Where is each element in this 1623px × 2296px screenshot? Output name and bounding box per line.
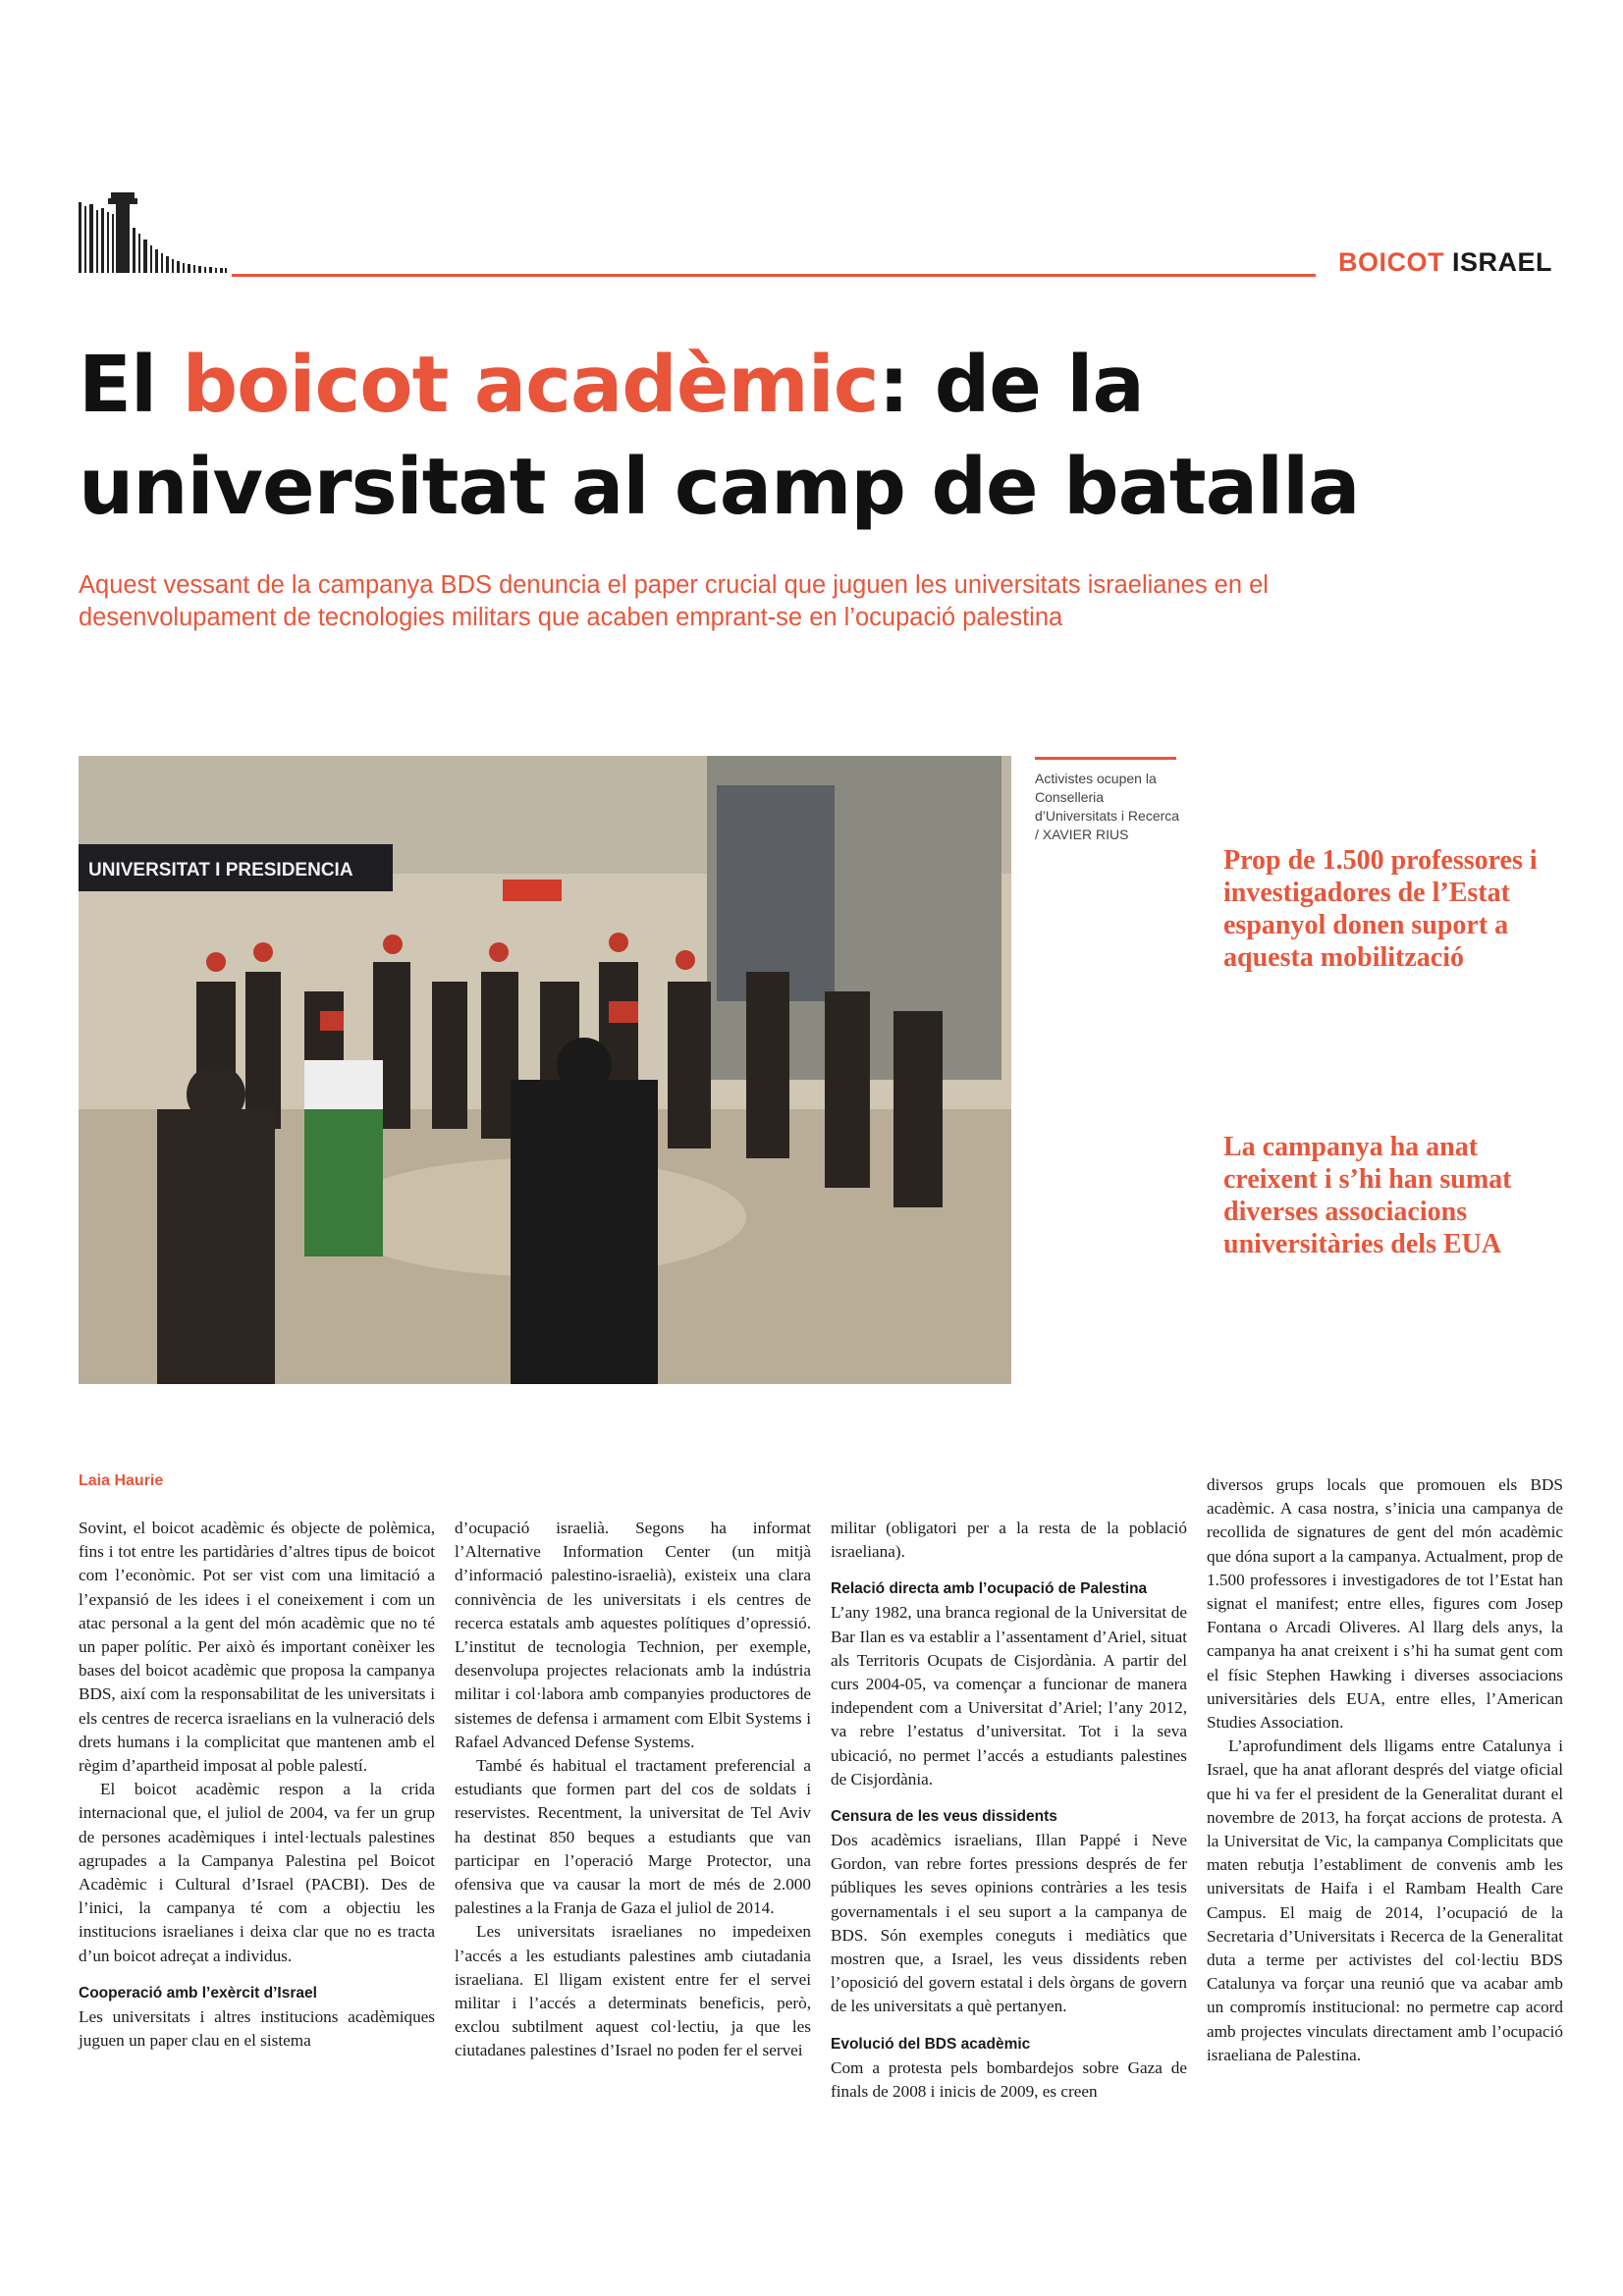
paragraph: També és habitual el tractament preferencial a estudiants que formen part del cos de soldats i reservistes. Recentment, la universitat de Tel Aviv ha destinat 850 beques a estudiants que van participar en l’operació Marge Protector, una ofensiva que va causar la mort de més de 2.000 palestines a la Franja de Gaza el juliol de 2014. bbox=[455, 1756, 811, 1918]
paragraph: d’ocupació israelià. Segons ha informat l’Alternative Information Center (un mitjà d’informació palestino-israelià), existeix una clara connivència de les universitats i els centres de recerca estatals amb aquestes polítiques d’opressió. L’institut de tecnologia Technion, per exemple, desenvolupa projectes relacionats amb la indústria militar i col·labora amb companyies productores de sistemes de defensa i armament com Elbit Systems i Rafael Advanced Defense Systems. bbox=[455, 1519, 811, 1751]
lead-paragraph: Aquest vessant de la campanya BDS denuncia el paper crucial que juguen les universitats israelianes en el desenvolupament de tecnologies militars que acaben emprant-se en l’ocupació palestina bbox=[79, 571, 1269, 631]
section-label-main: ISRAEL bbox=[1451, 247, 1552, 277]
article-column-2 bbox=[455, 1517, 811, 2063]
photo-caption: Activistes ocupen la Conselleria d’Universitats i Recerca / XAVIER RIUS bbox=[1035, 771, 1180, 842]
barcode-watchtower-logo bbox=[79, 192, 228, 275]
paragraph: militar (obligatori per a la resta de la població israeliana). bbox=[831, 1519, 1187, 1562]
protest-photo bbox=[79, 756, 1011, 1384]
section-label-accent: BOICOT bbox=[1337, 247, 1444, 277]
paragraph: El boicot acadèmic respon a la crida internacional que, el juliol de 2004, va fer un grup de persones acadèmiques i intel·lectuals palestines agrupades a la Campanya Palestina pel Boicot Acadèmic i Cultural d’Israel (PACBI). Des de l’inici, la campanya té com a objectiu les institucions israelianes i deixa clar que no es tracta d’un boicot adreçat a individus. bbox=[79, 1780, 435, 1965]
subheading: Evolució del BDS acadèmic bbox=[831, 2035, 1031, 2053]
photo-sign-text: UNIVERSITAT I PRESIDENCIA bbox=[88, 860, 353, 881]
paragraph: Com a protesta pels bombardejos sobre Gaza de finals de 2008 i inicis de 2009, es creen bbox=[831, 2057, 1187, 2101]
paragraph: L’any 1982, una branca regional de la Universitat de Bar Ilan es va establir a l’assentament d’Ariel, situat als Territoris Ocupats de Cisjordània. A partir del curs 2004-05, va començar a funcionar de manera independent com a Universitat d’Ariel; l’any 2012, va rebre l’estatus d’universitat. Tot i la seva ubicació, no permet l’accés a estudiants palestines de Cisjordània. bbox=[831, 1603, 1187, 1789]
title-part: El bbox=[79, 340, 183, 430]
article-column-4 bbox=[1207, 1473, 1563, 2067]
section-label bbox=[1338, 247, 1552, 278]
byline: Laia Haurie bbox=[79, 1472, 164, 1489]
paragraph: Sovint, el boicot acadèmic és objecte de polèmica, fins i tot entre les partidàries d’altres tipus de boicot com l’econòmic. Pot ser vist com una limitació a l’expansió de les idees i el coneixement i com un atac personal a la gent del món acadèmic que no té un paper polític. Per això és important conèixer les bases del boicot acadèmic que proposa la campanya BDS, així com la responsabilitat de les universitats i els centres de recerca israelians en la vulneració dels drets humans i la complicitat que mantenen amb el règim d’apartheid imposat al poble palestí. bbox=[79, 1519, 435, 1776]
subheading: Censura de les veus dissidents bbox=[831, 1808, 1057, 1826]
subheading: Relació directa amb l’ocupació de Palestina bbox=[831, 1580, 1148, 1598]
caption-rule bbox=[1035, 757, 1176, 760]
paragraph: Dos acadèmics israelians, Illan Pappé i Neve Gordon, van rebre fortes pressions després de fer públiques les seves opinions contràries a les tesis governamentals i el seu suport a la campanya de BDS. Són exemples coneguts i mediàtics que mostren que, a Israel, les veus dissidents reben l’oposició del govern estatal i dels òrgans de govern de les universitats a què pertanyen. bbox=[831, 1831, 1187, 2016]
pullquote: Prop de 1.500 professores i investigadores de l’Estat espanyol donen suport a aquesta mobilització bbox=[1223, 845, 1538, 973]
title-line-2: universitat al camp de batalla bbox=[79, 442, 1360, 532]
title-accent: boicot acadèmic bbox=[182, 340, 879, 430]
title-part: : de la bbox=[878, 340, 1144, 430]
paragraph: diversos grups locals que promouen els BDS acadèmic. A casa nostra, s’inicia una campanya de recollida de signatures de gent del món acadèmic que dóna suport a la campanya. Actualment, prop de 1.500 professores i investigadores de tot l’Estat han signat el manifest; entre elles, figures com Josep Fontana o Arcadi Oliveres. Al llarg dels anys, la campanya ha anat creixent i s’hi ha sumat gent com el físic Stephen Hawking i diverses associacions universitàries dels EUA, entre elles, l’American Studies Association. bbox=[1207, 1475, 1563, 1733]
paragraph: Les universitats israelianes no impedeixen l’accés a les estudiants palestines amb ciutadania israeliana. El lligam existent entre fer el servei militar i l’accés a determinats beneficis, però, exclou subtilment aquest col·lectiu, ja que les ciutadanes palestines d’Israel no poden fer el servei bbox=[455, 1922, 811, 2060]
article-column-1 bbox=[79, 1517, 435, 2053]
subheading: Cooperació amb l’exèrcit d’Israel bbox=[79, 1984, 317, 2002]
page-title bbox=[79, 334, 1453, 538]
header-rule bbox=[232, 274, 1316, 277]
article-column-3 bbox=[831, 1517, 1187, 2104]
paragraph: L’aprofundiment dels lligams entre Catalunya i Israel, que ha anat aflorant després del viatge oficial que hi va fer el president de la Generalitat durant el novembre de 2013, ha forçat accions de protesta. A la Universitat de Vic, la campanya Complicitats que maten rebutja l’establiment de convenis amb les universitats de Haifa i el Rambam Health Care Campus. El maig de 2014, l’ocupació de la Secretaria d’Universitats i Recerca de la Generalitat duta a terme per activistes del col·lectiu BDS Catalunya va forçar una reunió que va acabar amb un compromís institucional: no permetre cap acord amb projectes vinculats directament amb l’ocupació israeliana de Palestina. bbox=[1207, 1736, 1563, 2064]
paragraph: Les universitats i altres institucions acadèmiques juguen un paper clau en el sistema bbox=[79, 2006, 435, 2051]
pullquote: La campanya ha anat creixent i s’hi han sumat diverses associacions universitàries dels EUA bbox=[1223, 1132, 1512, 1259]
